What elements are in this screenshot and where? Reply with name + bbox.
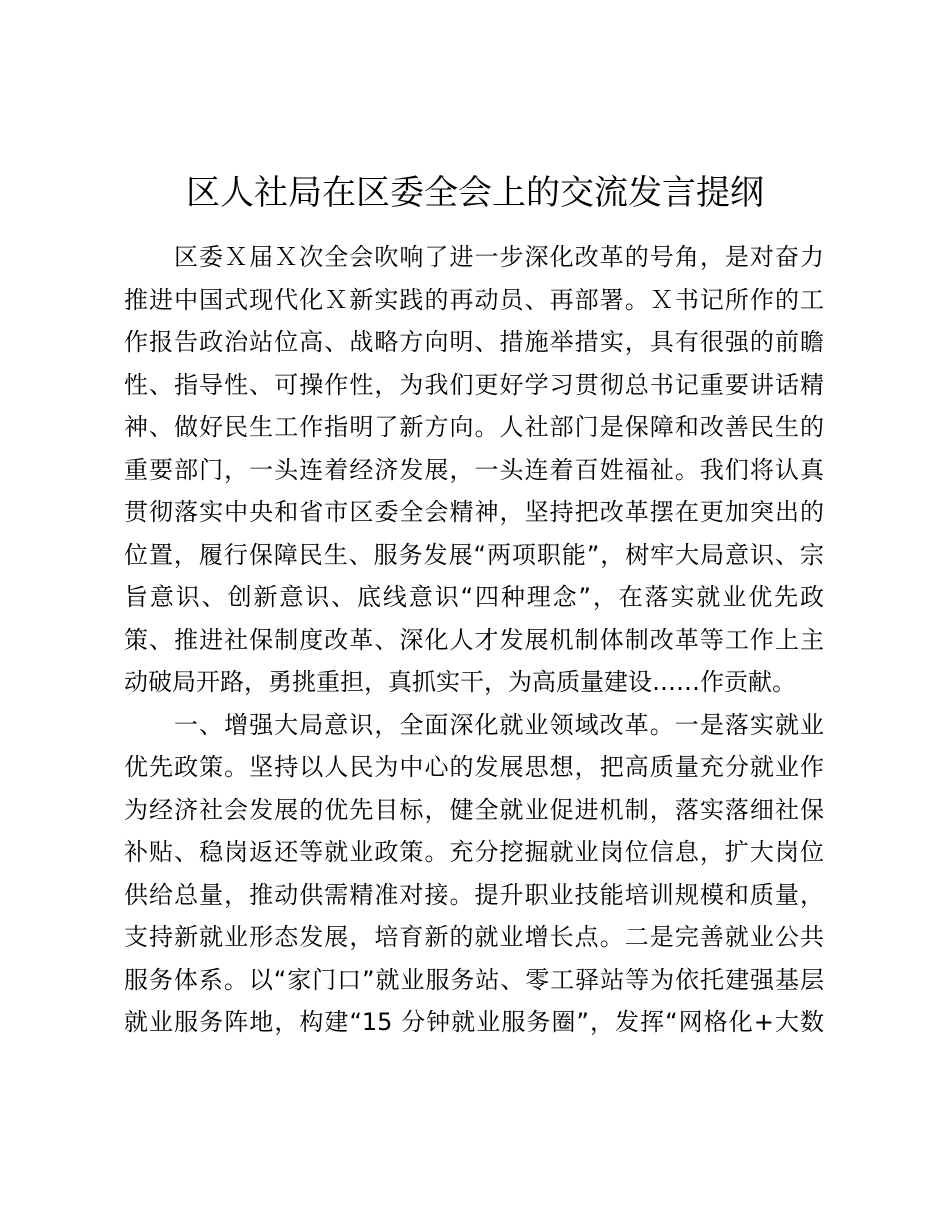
text-line: 优先政策。坚持以人民为中心的发展思想，把高质量充分就业作	[124, 753, 824, 781]
text-line: 旨意识、创新意识、底线意识“四种理念”，在落实就业优先政	[124, 583, 824, 611]
text-line: 推进中国式现代化Ｘ新实践的再动员、再部署。Ｘ书记所作的工	[124, 285, 824, 314]
text-line: 位置，履行保障民生、服务发展“两项职能”，树牢大局意识、宗	[124, 540, 824, 569]
text-line: 贯彻落实中央和省市区委全会精神，坚持把改革摆在更加突出的	[124, 498, 824, 526]
document-title: 区人社局在区委全会上的交流发言提纲	[186, 173, 764, 213]
text-line: 策、推进社保制度改革、深化人才发展机制体制改革等工作上主	[124, 625, 824, 654]
document-body	[124, 236, 824, 1044]
text-line: 服务体系。以“家门口”就业服务站、零工驿站等为依托建强基层	[124, 965, 824, 994]
text-line: 支持新就业形态发展，培育新的就业增长点。二是完善就业公共	[124, 923, 824, 951]
paragraph-intro	[124, 236, 824, 704]
text-line: 神、做好民生工作指明了新方向。人社部门是保障和改善民生的	[124, 413, 824, 441]
text-line: 区委Ｘ届Ｘ次全会吹响了进一步深化改革的号角，是对奋力	[174, 243, 824, 271]
text-line: 为经济社会发展的优先目标，健全就业促进机制，落实落细社保	[124, 795, 824, 824]
text-line: 就业服务阵地，构建“15 分钟就业服务圈”，发挥“网格化+大数	[124, 1008, 824, 1036]
paragraph-section-one	[124, 704, 824, 1044]
text-line: 一、增强大局意识，全面深化就业领域改革。一是落实就业	[174, 710, 824, 739]
text-line: 动破局开路，勇挑重担，真抓实干，为高质量建设……作贡献。	[124, 668, 796, 696]
text-line: 补贴、稳岗返还等就业政策。充分挖掘就业岗位信息，扩大岗位	[124, 838, 824, 866]
text-line: 性、指导性、可操作性，为我们更好学习贯彻总书记重要讲话精	[124, 370, 824, 399]
text-line: 供给总量，推动供需精准对接。提升职业技能培训规模和质量，	[124, 880, 824, 909]
text-line: 重要部门，一头连着经济发展，一头连着百姓福祉。我们将认真	[124, 455, 824, 484]
text-line: 作报告政治站位高、战略方向明、措施举措实，具有很强的前瞻	[124, 328, 824, 356]
